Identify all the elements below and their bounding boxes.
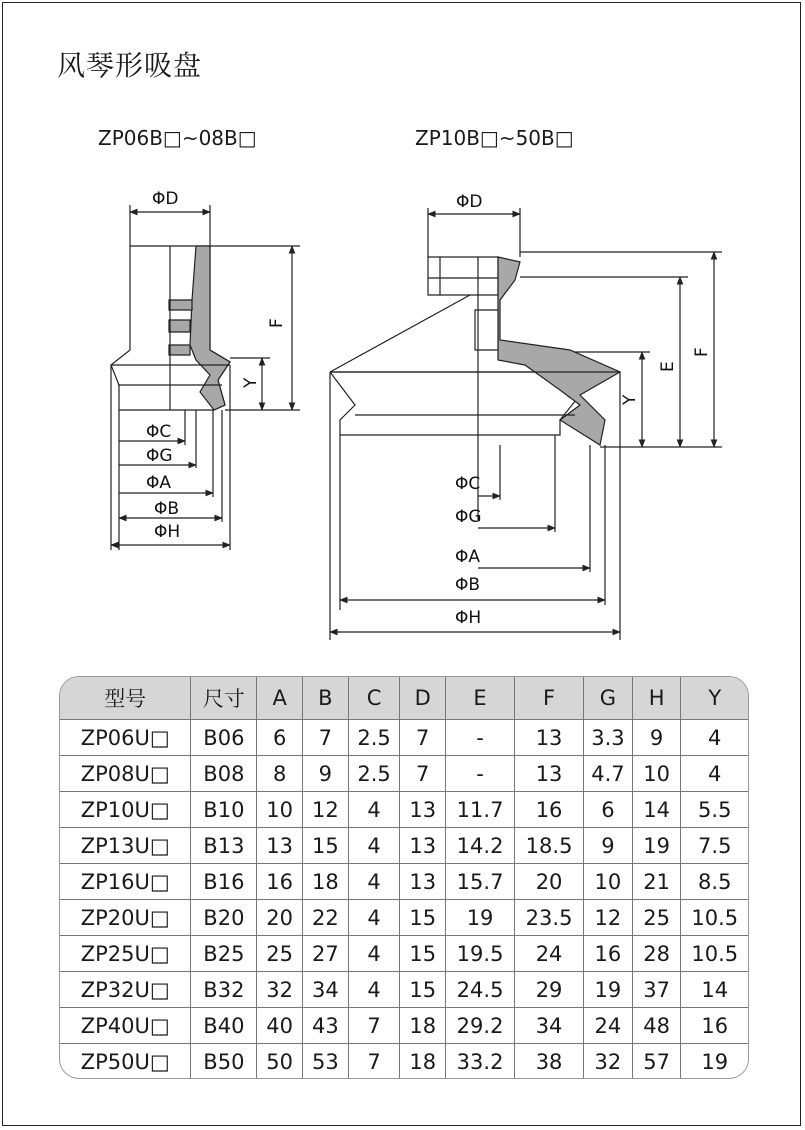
large-cup-drawing bbox=[330, 208, 722, 640]
table-cell: 4 bbox=[348, 936, 400, 972]
table-cell: B10 bbox=[191, 792, 257, 828]
table-cell: - bbox=[446, 720, 515, 756]
table-cell: 5.5 bbox=[681, 792, 748, 828]
table-header-cell: F bbox=[515, 677, 584, 720]
table-cell: 38 bbox=[515, 1044, 584, 1080]
table-cell: 18 bbox=[400, 1044, 446, 1080]
small-cup-drawing bbox=[111, 205, 300, 550]
table-header-cell: Y bbox=[681, 677, 748, 720]
table-cell: 15 bbox=[400, 972, 446, 1008]
table-cell: 25 bbox=[257, 936, 303, 972]
table-cell: 19 bbox=[681, 1044, 748, 1080]
table-cell: 9 bbox=[632, 720, 681, 756]
table-cell: B50 bbox=[191, 1044, 257, 1080]
table-header-cell: 型号 bbox=[60, 677, 191, 720]
table-cell: B32 bbox=[191, 972, 257, 1008]
table-cell: 28 bbox=[632, 936, 681, 972]
table-cell: B06 bbox=[191, 720, 257, 756]
table-cell: 13 bbox=[400, 792, 446, 828]
table-cell: 53 bbox=[303, 1044, 349, 1080]
table-header-cell: D bbox=[400, 677, 446, 720]
spec-table-wrapper bbox=[59, 676, 749, 1079]
small-dim-y: Y bbox=[241, 377, 261, 388]
large-dim-g: ΦG bbox=[455, 507, 482, 527]
table-cell: B25 bbox=[191, 936, 257, 972]
table-cell: 48 bbox=[632, 1008, 681, 1044]
table-row bbox=[60, 720, 748, 756]
table-row bbox=[60, 900, 748, 936]
table-cell: 15.7 bbox=[446, 864, 515, 900]
table-cell: 23.5 bbox=[515, 900, 584, 936]
table-cell: ZP25U□ bbox=[60, 936, 191, 972]
table-cell: ZP32U□ bbox=[60, 972, 191, 1008]
table-row bbox=[60, 936, 748, 972]
table-header-cell: H bbox=[632, 677, 681, 720]
table-cell: 7.5 bbox=[681, 828, 748, 864]
table-cell: 20 bbox=[515, 864, 584, 900]
table-row bbox=[60, 828, 748, 864]
table-cell: 8.5 bbox=[681, 864, 748, 900]
table-cell: 43 bbox=[303, 1008, 349, 1044]
table-row bbox=[60, 864, 748, 900]
table-cell: B40 bbox=[191, 1008, 257, 1044]
small-dim-h: ΦH bbox=[154, 522, 181, 542]
table-row bbox=[60, 972, 748, 1008]
table-cell: 4 bbox=[681, 720, 748, 756]
table-cell: ZP40U□ bbox=[60, 1008, 191, 1044]
table-cell: 8 bbox=[257, 756, 303, 792]
table-cell: 12 bbox=[303, 792, 349, 828]
large-dim-f: F bbox=[692, 347, 712, 357]
table-cell: 21 bbox=[632, 864, 681, 900]
table-cell: 11.7 bbox=[446, 792, 515, 828]
table-cell: 15 bbox=[400, 900, 446, 936]
table-cell: 13 bbox=[515, 720, 584, 756]
spec-table bbox=[60, 677, 748, 1079]
table-cell: 32 bbox=[584, 1044, 633, 1080]
small-model-label: ZP06B□~08B□ bbox=[98, 126, 257, 150]
table-cell: 20 bbox=[257, 900, 303, 936]
table-cell: 4 bbox=[348, 900, 400, 936]
table-cell: B20 bbox=[191, 900, 257, 936]
table-cell: 19.5 bbox=[446, 936, 515, 972]
table-cell: 27 bbox=[303, 936, 349, 972]
large-dim-c: ΦC bbox=[455, 474, 481, 494]
table-cell: 13 bbox=[400, 864, 446, 900]
table-header-cell: G bbox=[584, 677, 633, 720]
small-dim-d: ΦD bbox=[152, 189, 179, 209]
table-cell: 13 bbox=[515, 756, 584, 792]
table-cell: 3.3 bbox=[584, 720, 633, 756]
large-dim-a: ΦA bbox=[455, 547, 481, 567]
table-row bbox=[60, 792, 748, 828]
table-cell: ZP20U□ bbox=[60, 900, 191, 936]
table-row bbox=[60, 756, 748, 792]
table-cell: 34 bbox=[303, 972, 349, 1008]
table-cell: 7 bbox=[303, 720, 349, 756]
table-cell: 4 bbox=[348, 864, 400, 900]
small-dim-f: F bbox=[267, 318, 287, 328]
table-cell: ZP08U□ bbox=[60, 756, 191, 792]
table-cell: B13 bbox=[191, 828, 257, 864]
table-cell: 22 bbox=[303, 900, 349, 936]
table-cell: 10 bbox=[584, 864, 633, 900]
table-header-cell: B bbox=[303, 677, 349, 720]
small-dim-g: ΦG bbox=[146, 446, 173, 466]
table-cell: 18.5 bbox=[515, 828, 584, 864]
table-cell: 4.7 bbox=[584, 756, 633, 792]
table-cell: 7 bbox=[400, 720, 446, 756]
table-cell: 10.5 bbox=[681, 936, 748, 972]
table-cell: 33.2 bbox=[446, 1044, 515, 1080]
table-cell: 29 bbox=[515, 972, 584, 1008]
table-cell: 19 bbox=[446, 900, 515, 936]
table-cell: 4 bbox=[348, 828, 400, 864]
large-dim-h: ΦH bbox=[455, 608, 482, 628]
table-header-cell: C bbox=[348, 677, 400, 720]
large-dim-y: Y bbox=[620, 394, 640, 405]
table-cell: B16 bbox=[191, 864, 257, 900]
small-dim-c: ΦC bbox=[146, 422, 172, 442]
table-cell: 15 bbox=[303, 828, 349, 864]
table-cell: 37 bbox=[632, 972, 681, 1008]
table-cell: ZP06U□ bbox=[60, 720, 191, 756]
table-cell: 9 bbox=[584, 828, 633, 864]
table-cell: 18 bbox=[400, 1008, 446, 1044]
table-cell: 14.2 bbox=[446, 828, 515, 864]
small-dim-b: ΦB bbox=[154, 499, 180, 519]
table-cell: 6 bbox=[584, 792, 633, 828]
large-dim-e: E bbox=[658, 361, 678, 372]
table-cell: 34 bbox=[515, 1008, 584, 1044]
table-row bbox=[60, 1008, 748, 1044]
table-cell: ZP16U□ bbox=[60, 864, 191, 900]
table-cell: 14 bbox=[681, 972, 748, 1008]
table-cell: 12 bbox=[584, 900, 633, 936]
table-header-cell: E bbox=[446, 677, 515, 720]
table-cell: 4 bbox=[348, 792, 400, 828]
table-cell: ZP13U□ bbox=[60, 828, 191, 864]
table-header-cell: 尺寸 bbox=[191, 677, 257, 720]
table-row bbox=[60, 1044, 748, 1080]
table-cell: 57 bbox=[632, 1044, 681, 1080]
table-cell: 10 bbox=[257, 792, 303, 828]
table-cell: 24 bbox=[515, 936, 584, 972]
table-cell: 16 bbox=[515, 792, 584, 828]
table-cell: 9 bbox=[303, 756, 349, 792]
large-dim-d: ΦD bbox=[456, 192, 483, 212]
table-cell: 15 bbox=[400, 936, 446, 972]
table-cell: 25 bbox=[632, 900, 681, 936]
table-cell: 13 bbox=[400, 828, 446, 864]
table-cell: ZP10U□ bbox=[60, 792, 191, 828]
table-cell: 32 bbox=[257, 972, 303, 1008]
table-cell: 4 bbox=[681, 756, 748, 792]
table-cell: 4 bbox=[348, 972, 400, 1008]
table-cell: - bbox=[446, 756, 515, 792]
table-cell: 40 bbox=[257, 1008, 303, 1044]
table-cell: 7 bbox=[400, 756, 446, 792]
small-dim-a: ΦA bbox=[146, 473, 172, 493]
table-cell: 7 bbox=[348, 1044, 400, 1080]
table-cell: 16 bbox=[257, 864, 303, 900]
table-cell: 10.5 bbox=[681, 900, 748, 936]
table-cell: 19 bbox=[584, 972, 633, 1008]
large-model-label: ZP10B□~50B□ bbox=[415, 126, 574, 150]
table-cell: 16 bbox=[584, 936, 633, 972]
table-cell: 14 bbox=[632, 792, 681, 828]
table-cell: 29.2 bbox=[446, 1008, 515, 1044]
large-dim-b: ΦB bbox=[455, 575, 481, 595]
table-cell: ZP50U□ bbox=[60, 1044, 191, 1080]
table-cell: 2.5 bbox=[348, 756, 400, 792]
table-cell: 7 bbox=[348, 1008, 400, 1044]
table-cell: 50 bbox=[257, 1044, 303, 1080]
table-header-cell: A bbox=[257, 677, 303, 720]
table-cell: 24 bbox=[584, 1008, 633, 1044]
table-cell: 13 bbox=[257, 828, 303, 864]
page-title: 风琴形吸盘 bbox=[57, 49, 203, 82]
table-cell: 10 bbox=[632, 756, 681, 792]
table-cell: B08 bbox=[191, 756, 257, 792]
table-cell: 18 bbox=[303, 864, 349, 900]
table-cell: 6 bbox=[257, 720, 303, 756]
table-cell: 16 bbox=[681, 1008, 748, 1044]
table-cell: 2.5 bbox=[348, 720, 400, 756]
table-cell: 19 bbox=[632, 828, 681, 864]
table-cell: 24.5 bbox=[446, 972, 515, 1008]
